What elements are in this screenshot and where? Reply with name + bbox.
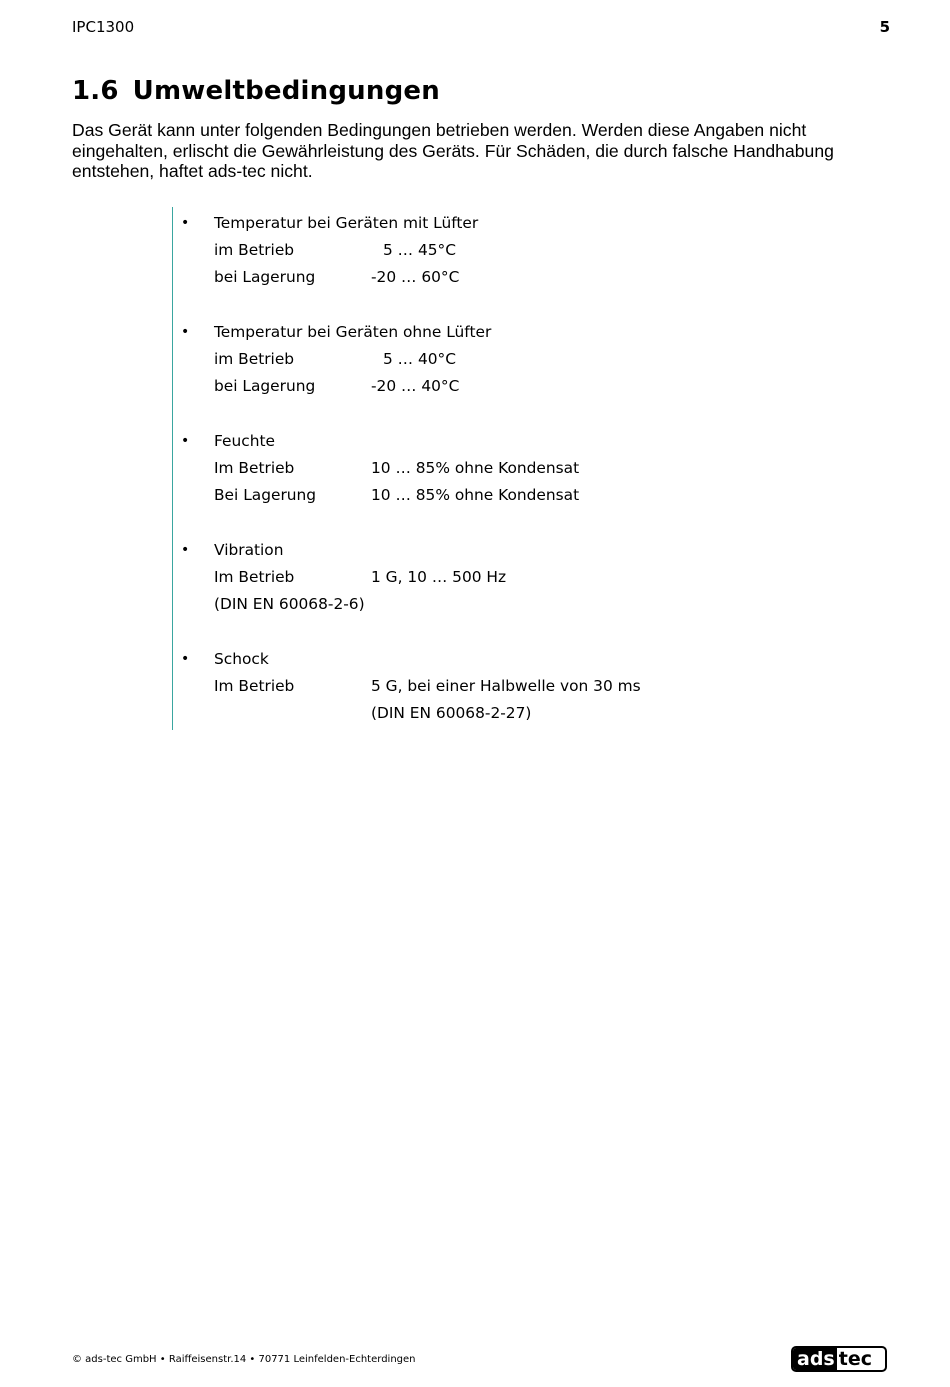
row-value: 5 G, bei einer Halbwelle von 30 ms [371,677,641,695]
condition-group-temp-fan [173,210,733,291]
page-number: 5 [879,18,890,36]
document-title: IPC1300 [72,18,135,36]
row-value: 1 G, 10 … 500 Hz [371,568,507,586]
row-label: Bei Lagerung [214,486,317,504]
row-value: 5 … 40°C [383,350,456,368]
condition-row [173,346,733,373]
row-label: Im Betrieb [214,459,295,477]
bullet-icon: • [181,651,190,667]
group-title-line [173,537,733,564]
group-title: Temperatur bei Geräten ohne Lüfter [214,323,492,341]
group-title-line [173,319,733,346]
group-title-line [173,646,733,673]
bullet-icon: • [181,215,190,231]
row-value: (DIN EN 60068-2-27) [371,704,532,722]
section-title: Umweltbedingungen [132,76,440,106]
row-value: -20 … 60°C [371,268,460,286]
group-title: Temperatur bei Geräten mit Lüfter [214,214,479,232]
group-title-line [173,428,733,455]
section-heading [72,76,440,106]
row-label: bei Lagerung [214,268,316,286]
condition-row [173,700,733,727]
row-label: (DIN EN 60068-2-6) [214,595,365,613]
condition-group-temp-nofan [173,319,733,400]
group-title: Vibration [214,541,284,559]
ads-tec-logo [791,1346,887,1372]
page-header [72,18,890,40]
intro-paragraph: Das Gerät kann unter folgenden Bedingungen betrieben werden. Werden diese Angaben nicht eingehalten, erlischt die Gewährleistung des Geräts. Für Schäden, die durch falsche Handhabung entstehen, haftet ads-tec nicht. [72,120,834,182]
row-value: 10 … 85% ohne Kondensat [371,486,580,504]
row-value: 10 … 85% ohne Kondensat [371,459,580,477]
bullet-icon: • [181,433,190,449]
condition-row [173,564,733,591]
group-title: Feuchte [214,432,275,450]
condition-group-shock [173,646,733,727]
condition-row [173,591,733,618]
bullet-icon: • [181,324,190,340]
condition-row [173,455,733,482]
row-label: bei Lagerung [214,377,316,395]
condition-group-humidity [173,428,733,509]
condition-row [173,264,733,291]
conditions-block [172,207,773,730]
row-label: im Betrieb [214,350,295,368]
condition-row [173,482,733,509]
condition-row [173,373,733,400]
section-number: 1.6 [72,76,119,106]
condition-row [173,237,733,264]
group-title-line [173,210,733,237]
row-label: im Betrieb [214,241,295,259]
bullet-icon: • [181,542,190,558]
condition-group-vibration [173,537,733,618]
row-label: Im Betrieb [214,568,295,586]
row-value: 5 … 45°C [383,241,456,259]
footer-text: © ads-tec GmbH • Raiffeisenstr.14 • 70771 Leinfelden-Echterdingen [72,1354,416,1365]
group-title: Schock [214,650,269,668]
condition-row [173,673,733,700]
row-value: -20 … 40°C [371,377,460,395]
logo-part-tec: tec [838,1347,872,1370]
logo-part-ads: ads [793,1348,837,1370]
row-label: Im Betrieb [214,677,295,695]
